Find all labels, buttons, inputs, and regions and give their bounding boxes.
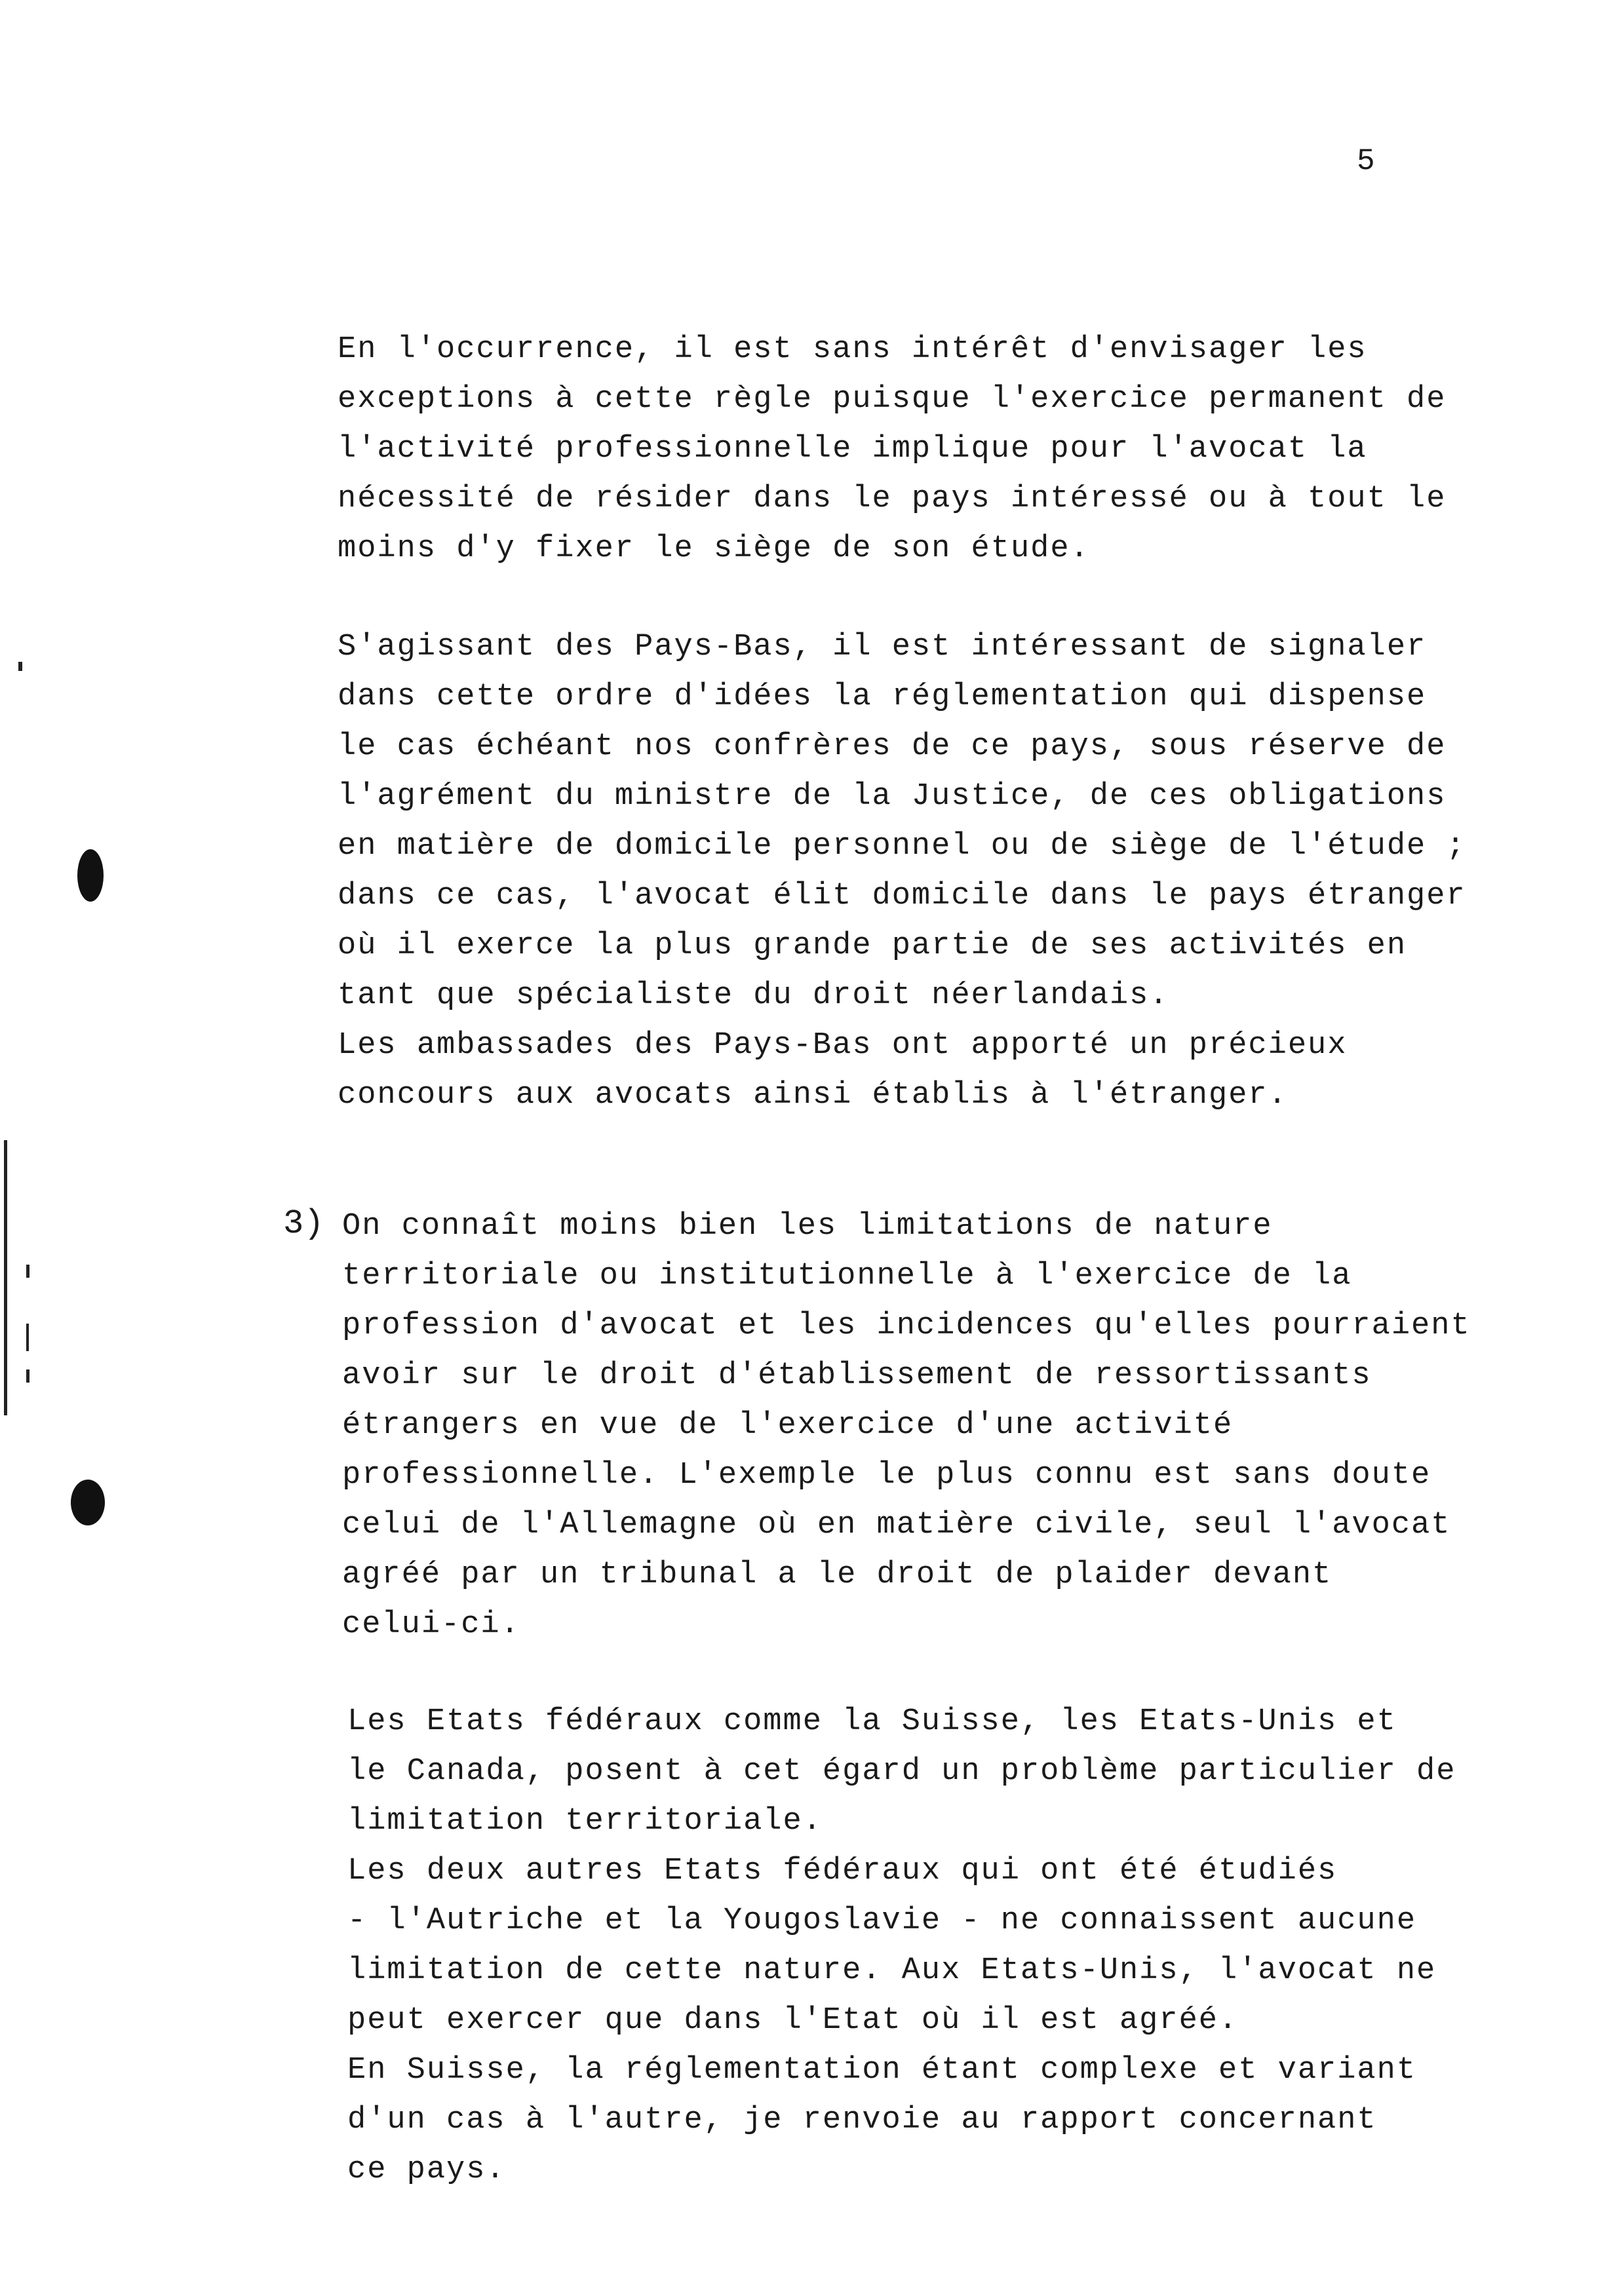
text-line: celui de l'Allemagne où en matière civile, seul l'avocat xyxy=(342,1508,1451,1542)
margin-mark xyxy=(26,1265,29,1278)
text-line: professionnelle. L'exemple le plus connu est sans doute xyxy=(342,1458,1431,1493)
paragraph-occurrence xyxy=(338,325,1517,574)
text-line: concours aux avocats ainsi établis à l'étranger. xyxy=(338,1078,1288,1113)
text-line: ce pays. xyxy=(347,2152,506,2187)
margin-mark xyxy=(26,1369,29,1383)
text-line: En l'occurrence, il est sans intérêt d'envisager les xyxy=(338,332,1367,367)
text-line: Les Etats fédéraux comme la Suisse, les Etats-Unis et xyxy=(347,1704,1397,1739)
text-line: On connaît moins bien les limitations de nature xyxy=(342,1209,1273,1244)
punch-hole-mark xyxy=(71,1480,105,1525)
text-line: celui-ci. xyxy=(342,1607,520,1642)
paragraph-etats-federaux xyxy=(347,1697,1527,2195)
item-number: 3) xyxy=(283,1204,324,1243)
text-line: le cas échéant nos confrères de ce pays, sous réserve de xyxy=(338,729,1447,764)
text-line: étrangers en vue de l'exercice d'une activité xyxy=(342,1408,1234,1443)
text-line: - l'Autriche et la Yougoslavie - ne connaissent aucune xyxy=(347,1904,1417,1938)
text-line: Les deux autres Etats fédéraux qui ont été étudiés xyxy=(347,1854,1338,1888)
text-line: dans ce cas, l'avocat élit domicile dans le pays étranger xyxy=(338,879,1466,913)
text-line: l'agrément du ministre de la Justice, de ces obligations xyxy=(338,779,1447,814)
page-number: 5 xyxy=(1357,144,1375,178)
text-line: exceptions à cette règle puisque l'exercice permanent de xyxy=(338,382,1447,417)
text-line: le Canada, posent à cet égard un problème particulier de xyxy=(347,1754,1456,1789)
text-line: limitation de cette nature. Aux Etats-Unis, l'avocat ne xyxy=(347,1953,1437,1988)
text-line: tant que spécialiste du droit néerlandais. xyxy=(338,978,1169,1013)
punch-hole-mark xyxy=(77,849,104,902)
text-line: dans cette ordre d'idées la réglementation qui dispense xyxy=(338,679,1427,714)
text-line: limitation territoriale. xyxy=(347,1804,823,1839)
margin-mark xyxy=(26,1324,29,1351)
margin-mark xyxy=(18,662,22,671)
paragraph-pays-bas xyxy=(338,622,1517,1120)
text-line: peut exercer que dans l'Etat où il est agréé. xyxy=(347,2003,1239,2038)
text-line: d'un cas à l'autre, je renvoie au rapport concernant xyxy=(347,2103,1377,2137)
text-line: profession d'avocat et les incidences qu'elles pourraient xyxy=(342,1309,1471,1343)
text-line: agréé par un tribunal a le droit de plaider devant xyxy=(342,1558,1333,1592)
text-line: l'activité professionnelle implique pour l'avocat la xyxy=(338,432,1367,467)
text-line: moins d'y fixer le siège de son étude. xyxy=(338,531,1090,566)
text-line: avoir sur le droit d'établissement de ressortissants xyxy=(342,1358,1372,1393)
text-line: En Suisse, la réglementation étant complexe et variant xyxy=(347,2053,1417,2088)
text-line: Les ambassades des Pays-Bas ont apporté un précieux xyxy=(338,1028,1348,1063)
margin-mark xyxy=(4,1140,7,1415)
text-line: où il exerce la plus grande partie de ses activités en xyxy=(338,928,1407,963)
paragraph-limitations xyxy=(342,1202,1522,1650)
text-line: en matière de domicile personnel ou de siège de l'étude ; xyxy=(338,829,1466,864)
text-line: nécessité de résider dans le pays intéressé ou à tout le xyxy=(338,482,1447,516)
text-line: territoriale ou institutionnelle à l'exercice de la xyxy=(342,1259,1352,1293)
text-line: S'agissant des Pays-Bas, il est intéressant de signaler xyxy=(338,630,1427,664)
